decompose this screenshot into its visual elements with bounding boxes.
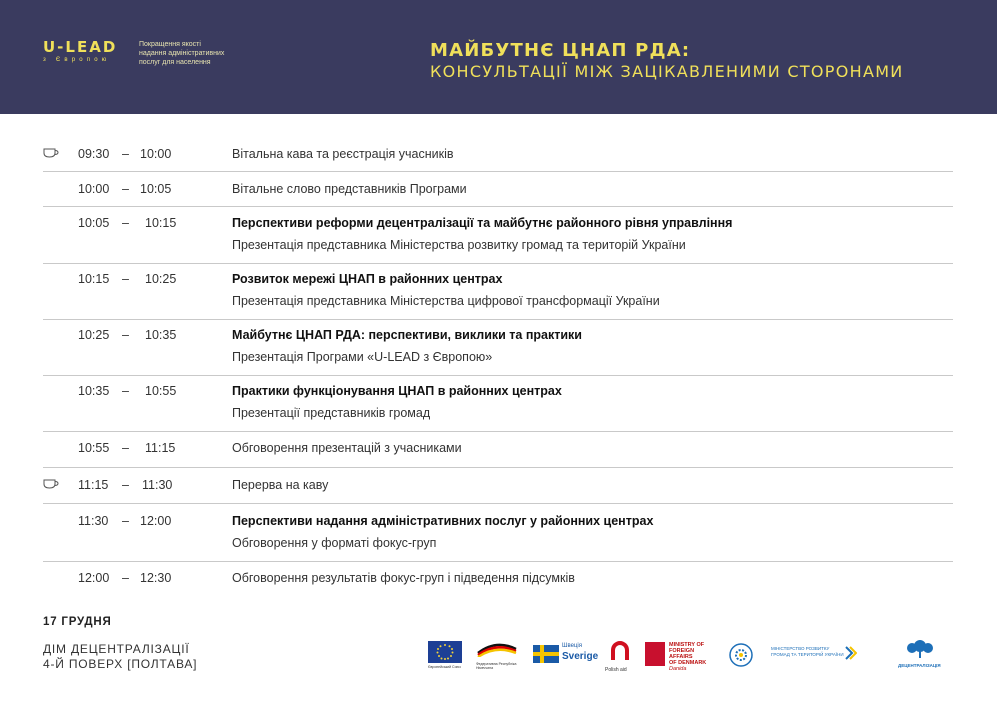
time-start: 10:35 [78,384,110,398]
time-start: 10:00 [78,182,110,196]
time-dash: – [122,478,129,492]
row-divider [43,263,953,264]
agenda-row [43,213,953,264]
row-divider [43,375,953,376]
eu-logo [428,641,462,671]
session-title: Перспективи надання адміністративних послуг у районних центрах [232,514,654,528]
session-subtitle: Презентація представника Міністерства цифрової трансформації України [232,294,660,308]
tagline-line: послуг для населення [139,59,211,66]
session-title: Вітальна кава та реєстрація учасників [232,147,454,161]
ulead-logo: U-LEAD [43,38,118,56]
time-start: 10:05 [78,216,110,230]
session-title: Обговорення результатів фокус-груп і підведення підсумків [232,571,575,585]
row-divider [43,171,953,172]
denmark-logo-text: OF DENMARK [669,660,707,666]
time-dash: – [122,514,129,528]
decentralization-emblem [728,642,754,668]
time-end: 11:30 [142,478,173,492]
germany-logo-text: Федеративна Республіка Німеччина [476,662,517,670]
agenda-row [43,179,953,207]
time-dash: – [122,147,129,161]
page-subtitle: КОНСУЛЬТАЦІЇ МІЖ ЗАЦІКАВЛЕНИМИ СТОРОНАМИ [430,62,904,81]
venue-floor: 4-Й ПОВЕРХ [ПОЛТАВА] [43,657,198,671]
denmark-logo [645,640,707,672]
eu-logo-text: Європейський Союз [428,665,461,669]
time-dash: – [122,441,129,455]
agenda-row [43,381,953,432]
session-title: Розвиток мережі ЦНАП в районних центрах [232,272,503,286]
sweden-logo-top-text: Швеція [562,643,582,649]
page-title: МАЙБУТНЄ ЦНАП РДА: [430,40,691,61]
time-end: 10:15 [145,216,177,230]
polish-aid-logo [605,640,635,672]
ministry-logo-text: МІНІСТЕРСТВО РОЗВИТКУ [771,646,830,651]
agenda-row [43,568,953,592]
agenda-row [43,511,953,562]
time-start: 10:55 [78,441,110,455]
time-dash: – [122,182,129,196]
polish-aid-text: Polish aid [605,667,627,673]
agenda-row [43,475,953,504]
session-title: Практики функціонування ЦНАП в районних центрах [232,384,562,398]
session-title: Майбутнє ЦНАП РДА: перспективи, виклики та практики [232,328,582,342]
time-end: 10:05 [140,182,172,196]
denmark-crest-icon [645,642,665,666]
event-date: 17 ГРУДНЯ [43,616,112,628]
header-banner [0,0,997,114]
ulead-logo-subtitle: з Європою [43,57,111,63]
time-dash: – [122,328,129,342]
row-divider [43,561,953,562]
time-end: 12:30 [140,571,172,585]
session-subtitle: Презентація Програми «U-LEAD з Європою» [232,350,493,364]
polish-aid-icon [608,640,632,662]
germany-flag-icon [476,641,518,657]
agenda-row [43,144,953,172]
chevron-right-icon [845,646,857,660]
tree-icon [902,640,938,658]
session-subtitle: Обговорення у форматі фокус-груп [232,536,437,550]
session-subtitle: Презентація представника Міністерства розвитку громад та територій України [232,238,686,252]
coffee-cup-icon [43,148,59,158]
session-subtitle: Презентації представників громад [232,406,431,420]
tagline [139,40,259,67]
time-end: 11:15 [145,441,176,455]
session-title: Перерва на каву [232,478,329,492]
ministry-logo-text: ГРОМАД ТА ТЕРИТОРІЙ УКРАЇНИ [771,651,844,657]
sweden-flag-icon [533,645,559,663]
denmark-logo-text: FOREIGN AFFAIRS [669,648,695,660]
tagline-line: Покращення якості [139,41,201,48]
coffee-cup-icon [43,479,59,489]
time-end: 10:35 [145,328,177,342]
germany-logo [476,641,518,673]
row-divider [43,431,953,432]
danida-text: Danida [669,666,687,672]
time-end: 10:25 [145,272,177,286]
session-title: Обговорення презентацій з учасниками [232,441,462,455]
time-start: 10:25 [78,328,110,342]
agenda-row [43,269,953,320]
time-dash: – [122,571,129,585]
time-start: 09:30 [78,147,110,161]
tagline-line: надання адміністративних [139,50,225,57]
decentralization-logo [898,640,942,672]
session-title: Вітальне слово представників Програми [232,182,467,196]
time-dash: – [122,384,129,398]
denmark-logo-text: MINISTRY OF [669,642,705,648]
time-dash: – [122,272,129,286]
ministry-logo [771,646,861,666]
time-end: 10:00 [140,147,172,161]
time-start: 10:15 [78,272,110,286]
agenda-row [43,438,953,468]
time-start: 12:00 [78,571,110,585]
row-divider [43,206,953,207]
time-start: 11:15 [78,478,109,492]
time-end: 12:00 [140,514,172,528]
venue-name: ДІМ ДЕЦЕНТРАЛІЗАЦІЇ [43,642,190,656]
time-dash: – [122,216,129,230]
session-title: Перспективи реформи децентралізації та майбутнє районного рівня управління [232,216,733,230]
decentralization-logo-text: ДЕЦЕНТРАЛІЗАЦІЯ [898,663,941,668]
row-divider [43,467,953,468]
row-divider [43,503,953,504]
row-divider [43,319,953,320]
time-end: 10:55 [145,384,177,398]
agenda-row [43,325,953,376]
gear-emblem-icon [728,642,754,668]
time-start: 11:30 [78,514,109,528]
sweden-logo-text: Sverige [562,651,599,662]
sweden-logo [533,643,599,667]
eu-stars-icon [428,641,462,663]
